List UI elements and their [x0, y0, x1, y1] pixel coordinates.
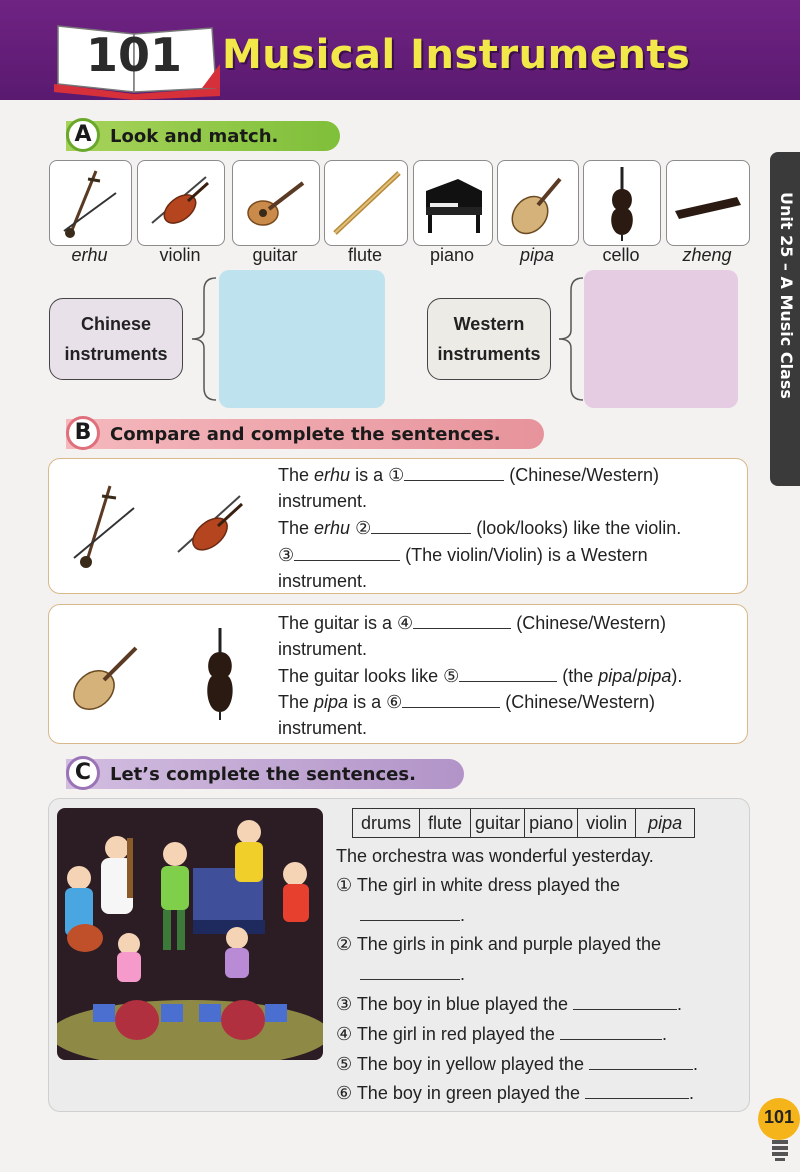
text-italic: erhu	[314, 465, 351, 485]
chinese-label-line1: Chinese	[80, 314, 152, 334]
c-question-5: ⑤ The boy in yellow played the	[336, 1054, 584, 1074]
b-p2-line3	[278, 665, 682, 687]
instrument-card-guitar[interactable]	[232, 160, 320, 246]
answer-blank-3[interactable]	[294, 544, 400, 561]
c-answer-blank-2[interactable]	[360, 963, 460, 980]
instrument-label-cello: cello	[602, 245, 640, 265]
word-bank-drums: drums	[353, 809, 420, 837]
word-bank-guitar: guitar	[471, 809, 525, 837]
answer-blank-6[interactable]	[402, 691, 500, 708]
word-bank-pipa: pipa	[648, 813, 683, 833]
instrument-label-guitar: guitar	[252, 245, 298, 265]
c-answer-blank-3[interactable]	[573, 993, 677, 1010]
choice-hint: (Chinese/Western)	[509, 465, 659, 485]
word-bank-piano: piano	[525, 809, 578, 837]
c-intro: The orchestra was wonderful yesterday.	[336, 846, 654, 866]
period: .	[688, 1083, 694, 1103]
c-answer-blank-6[interactable]	[585, 1082, 689, 1099]
cello-icon	[192, 626, 248, 722]
side-tab-label: Unit 25 – A Music Class	[777, 192, 796, 399]
instrument-label-erhu: erhu	[71, 245, 108, 265]
blank-number-2: ②	[350, 518, 372, 538]
c-q2-answer-line	[360, 963, 465, 985]
text: ).	[671, 666, 683, 686]
choice-hint: (look/looks) like the violin.	[476, 518, 682, 538]
cello-icon	[584, 161, 660, 245]
instrument-label-pipa: pipa	[519, 245, 555, 265]
text-italic: pipa	[637, 666, 672, 686]
violin-icon	[170, 486, 250, 566]
western-brace	[553, 276, 587, 402]
c-question-2: ② The girls in pink and purple played the	[336, 934, 662, 954]
text-italic: pipa	[598, 666, 633, 686]
answer-blank-4[interactable]	[413, 612, 511, 629]
choice-hint: (Chinese/Western)	[516, 613, 666, 633]
text: The	[278, 518, 315, 538]
section-b-header	[66, 419, 544, 449]
c-q3-line	[336, 993, 682, 1015]
section-c-letter: C	[66, 756, 100, 790]
chinese-instruments-drop-area[interactable]	[219, 270, 385, 408]
blank-number-6: is a ⑥	[348, 692, 403, 712]
erhu-icon	[66, 478, 146, 574]
chinese-instruments-label	[49, 298, 183, 380]
instrument-label-violin: violin	[159, 245, 201, 265]
unit-number: 101	[86, 28, 183, 82]
c-answer-blank-5[interactable]	[589, 1053, 693, 1070]
flute-icon	[325, 161, 407, 245]
b-p2-line4	[278, 691, 655, 713]
instrument-label-piano: piano	[429, 245, 475, 265]
piano-icon	[414, 161, 492, 245]
word-bank-violin: violin	[578, 809, 636, 837]
western-instruments-label	[427, 298, 551, 380]
blank-number-5: The guitar looks like ⑤	[278, 666, 460, 686]
lightbulb-icon	[770, 1138, 790, 1162]
c-answer-blank-4[interactable]	[560, 1023, 662, 1040]
period: .	[676, 994, 682, 1014]
word-bank-flute: flute	[420, 809, 471, 837]
c-q6-line	[336, 1082, 694, 1104]
section-a-title: Look and match.	[110, 126, 279, 147]
b-p2-line5: instrument.	[278, 718, 368, 738]
erhu-icon	[50, 161, 131, 245]
chinese-brace	[186, 276, 220, 402]
instrument-card-violin[interactable]	[137, 160, 225, 246]
answer-blank-2[interactable]	[371, 517, 471, 534]
choice-hint: (the	[562, 666, 599, 686]
violin-icon	[138, 161, 224, 245]
chinese-label-line2: instruments	[64, 344, 168, 364]
instrument-label-zheng: zheng	[682, 245, 732, 265]
instrument-card-flute[interactable]	[324, 160, 408, 246]
page-title: Musical Instruments	[222, 32, 691, 78]
text: /	[632, 666, 638, 686]
instrument-card-zheng[interactable]	[666, 160, 750, 246]
c-question-1: ① The girl in white dress played the	[336, 875, 620, 895]
c-question-4: ④ The girl in red played the	[336, 1024, 555, 1044]
western-label-line1: Western	[453, 314, 525, 334]
unit-side-tab	[770, 152, 800, 486]
b-p1-line1	[278, 464, 659, 486]
zheng-icon	[667, 161, 749, 245]
choice-hint: (Chinese/Western)	[505, 692, 655, 712]
text: The	[278, 692, 315, 712]
period: .	[661, 1024, 667, 1044]
western-instruments-drop-area[interactable]	[584, 270, 738, 408]
section-c-title: Let’s complete the sentences.	[110, 764, 416, 785]
c-question-3: ③ The boy in blue played the	[336, 994, 568, 1014]
blank-number-4: The guitar is a ④	[278, 613, 414, 633]
pipa-icon	[66, 636, 146, 718]
blank-number-3: ③	[278, 545, 295, 565]
period: .	[460, 964, 466, 984]
b-p2-line1	[278, 612, 666, 634]
section-c-header	[66, 759, 464, 789]
text: The	[278, 465, 315, 485]
instrument-label-flute: flute	[347, 245, 383, 265]
b-p1-line4	[278, 544, 648, 566]
c-q1-answer-line	[360, 904, 465, 926]
c-q4-line	[336, 1023, 667, 1045]
period: .	[460, 905, 466, 925]
blank-number-1: is a ①	[350, 465, 405, 485]
b-p1-line2: instrument.	[278, 491, 368, 511]
orchestra-illustration	[57, 808, 323, 1060]
section-b-letter: B	[66, 416, 100, 450]
section-a-header	[66, 121, 340, 151]
c-question-6: ⑥ The boy in green played the	[336, 1083, 580, 1103]
answer-blank-5[interactable]	[459, 665, 557, 682]
instrument-card-cello[interactable]	[583, 160, 661, 246]
b-p1-line5: instrument.	[278, 571, 368, 591]
period: .	[692, 1054, 698, 1074]
b-p1-line3	[278, 517, 681, 539]
choice-hint: (The violin/Violin) is a Western	[405, 545, 648, 565]
c-answer-blank-1[interactable]	[360, 904, 460, 921]
b-p2-line2: instrument.	[278, 639, 368, 659]
section-a-letter: A	[66, 118, 100, 152]
instrument-card-erhu[interactable]	[49, 160, 132, 246]
word-bank	[352, 808, 695, 838]
instrument-card-piano[interactable]	[413, 160, 493, 246]
text-italic: erhu	[314, 518, 351, 538]
pipa-icon	[498, 161, 578, 245]
text-italic: pipa	[314, 692, 349, 712]
guitar-icon	[233, 161, 319, 245]
answer-blank-1[interactable]	[404, 464, 504, 481]
western-label-line2: instruments	[437, 344, 541, 364]
section-b-title: Compare and complete the sentences.	[110, 424, 501, 445]
instrument-card-pipa[interactable]	[497, 160, 579, 246]
c-q5-line	[336, 1053, 698, 1075]
page-number: 101	[758, 1098, 800, 1140]
